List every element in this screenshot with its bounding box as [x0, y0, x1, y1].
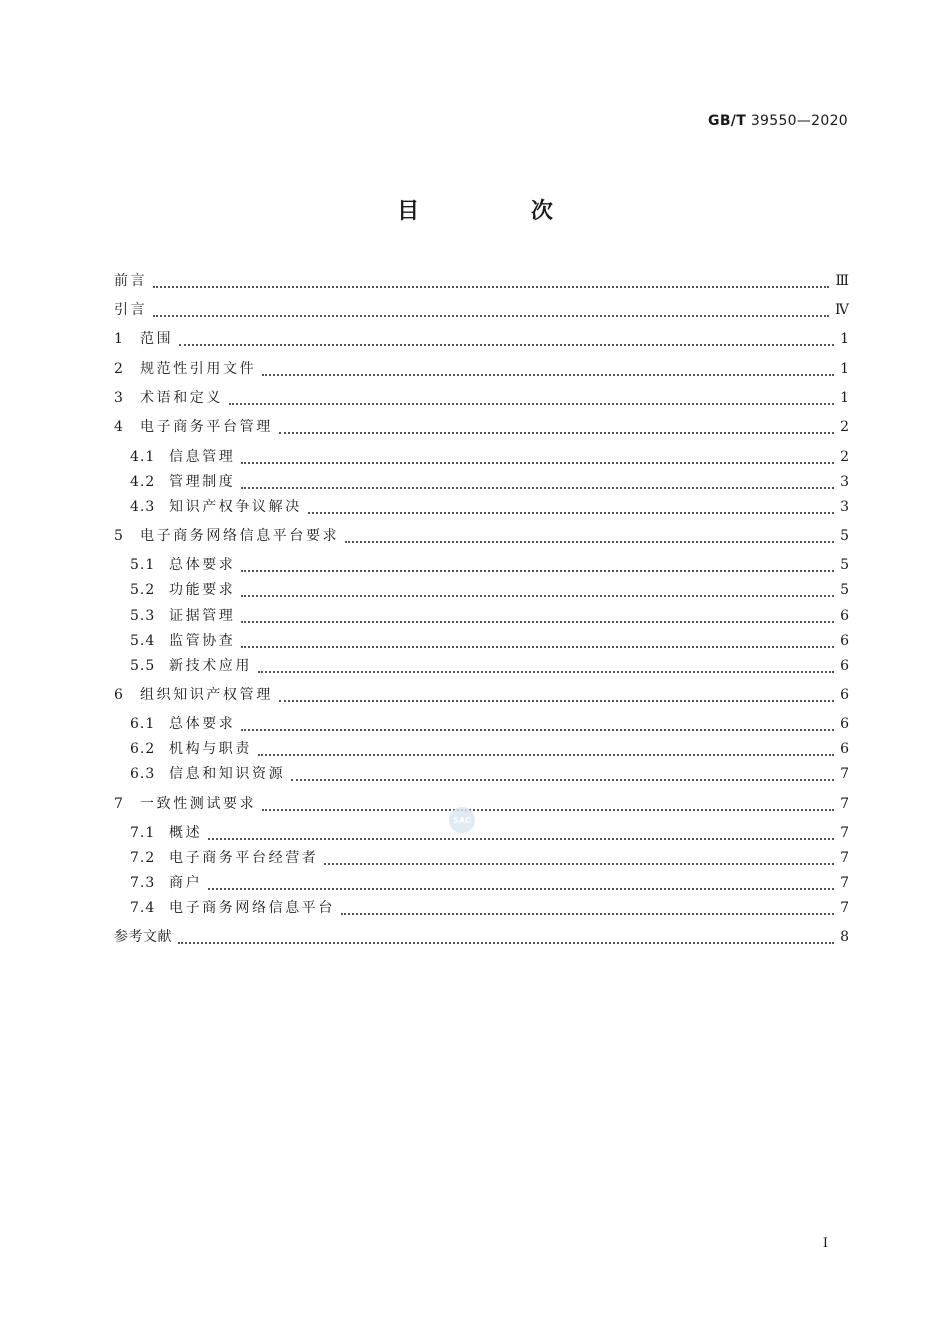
- toc-entry[interactable]: [114, 328, 849, 350]
- toc-entry-number: 7.1: [130, 825, 156, 841]
- toc-entry-page: 2: [840, 419, 849, 435]
- toc-entry[interactable]: [130, 605, 849, 627]
- toc-entry-page: 7: [840, 875, 849, 891]
- toc-entry-label: 证据管理: [169, 608, 236, 624]
- toc-entry-number: 1: [114, 331, 124, 347]
- toc-entry-number: 3: [114, 390, 124, 406]
- toc-entry-page: 5: [840, 557, 849, 573]
- footer-page-number: I: [822, 1236, 828, 1251]
- toc-entry-label: 电子商务平台管理: [140, 419, 273, 435]
- toc-entry-page: 3: [840, 499, 849, 515]
- standard-prefix: GB/T: [708, 113, 747, 129]
- toc-leader-dots: [241, 559, 834, 572]
- toc-entry-number: 7: [114, 796, 124, 812]
- toc-entry[interactable]: [130, 630, 849, 652]
- toc-leader-dots: [262, 363, 834, 376]
- toc-entry-label: 信息和知识资源: [169, 766, 286, 782]
- toc-leader-dots: [345, 530, 834, 543]
- toc-entry-number: 6.2: [130, 741, 156, 757]
- toc-entry-page: 1: [840, 331, 849, 347]
- toc-entry[interactable]: [130, 554, 849, 576]
- standard-code: [708, 113, 848, 129]
- toc-entry-label: 概述: [169, 825, 203, 841]
- toc-entry-page: 6: [840, 741, 849, 757]
- toc-entry-label: 知识产权争议解决: [169, 499, 302, 515]
- toc-entry-page: 5: [840, 528, 849, 544]
- toc-entry-label: 术语和定义: [140, 390, 223, 406]
- toc-entry[interactable]: [130, 738, 849, 760]
- toc-entry-label: 范围: [140, 331, 174, 347]
- toc-entry-label: 管理制度: [169, 474, 236, 490]
- toc-entry-page: 5: [840, 582, 849, 598]
- toc-entry[interactable]: [130, 496, 849, 518]
- toc-leader-dots: [291, 768, 834, 781]
- toc-entry[interactable]: [114, 270, 849, 292]
- toc-entry-number: 5.1: [130, 557, 156, 573]
- toc-entry-number: 5: [114, 528, 124, 544]
- toc-entry[interactable]: [130, 446, 849, 468]
- toc-entry[interactable]: [114, 299, 849, 321]
- toc-leader-dots: [241, 476, 834, 489]
- toc-entry-page: 1: [840, 390, 849, 406]
- toc-entry[interactable]: [114, 416, 849, 438]
- toc-leader-dots: [241, 635, 834, 648]
- toc-entry[interactable]: [114, 387, 849, 409]
- toc-entry-page: 6: [840, 608, 849, 624]
- toc-leader-dots: [241, 610, 834, 623]
- toc-entry-number: 5.2: [130, 582, 156, 598]
- toc-entry-label: 引言: [114, 302, 148, 318]
- toc-entry-label: 电子商务网络信息平台要求: [140, 528, 340, 544]
- toc-leader-dots: [208, 827, 834, 840]
- toc-leader-dots: [208, 877, 834, 890]
- toc-leader-dots: [324, 852, 834, 865]
- toc-entry[interactable]: [130, 471, 849, 493]
- toc-leader-dots: [153, 275, 829, 288]
- toc-entry-number: 4.3: [130, 499, 156, 515]
- toc-entry[interactable]: [130, 763, 849, 785]
- toc-entry-number: 4: [114, 419, 124, 435]
- toc-entry-page: 8: [840, 929, 849, 945]
- toc-entry[interactable]: [114, 358, 849, 380]
- toc-leader-dots: [279, 421, 834, 434]
- toc-entry[interactable]: [130, 713, 849, 735]
- toc-entry-number: 4.1: [130, 449, 156, 465]
- toc-entry[interactable]: [114, 684, 849, 706]
- standard-number: 39550—2020: [750, 113, 848, 129]
- toc-entry-number: 5.3: [130, 608, 156, 624]
- toc-entry-label: 商户: [169, 875, 203, 891]
- toc-entry[interactable]: [130, 847, 849, 869]
- toc-entry-number: 7.3: [130, 875, 156, 891]
- toc-entry[interactable]: [114, 793, 849, 815]
- toc-entry[interactable]: [130, 872, 849, 894]
- toc-leader-dots: [153, 304, 829, 317]
- toc-entry-page: 6: [840, 658, 849, 674]
- toc-entry-label: 电子商务平台经营者: [169, 850, 319, 866]
- toc-entry-page: 1: [840, 361, 849, 377]
- toc-entry[interactable]: [130, 655, 849, 677]
- toc-entry-number: 6.1: [130, 716, 156, 732]
- toc-entry-label: 信息管理: [169, 449, 236, 465]
- toc-entry-label: 功能要求: [169, 582, 236, 598]
- toc-leader-dots: [241, 451, 834, 464]
- toc-entry-label: 组织知识产权管理: [140, 687, 273, 703]
- toc-entry-number: 2: [114, 361, 124, 377]
- toc-entry-label: 电子商务网络信息平台: [169, 900, 335, 916]
- toc-leader-dots: [341, 902, 834, 915]
- toc-entry-page: 7: [840, 900, 849, 916]
- toc-entry-page: Ⅳ: [835, 302, 849, 318]
- toc-entry[interactable]: [130, 822, 849, 844]
- toc-leader-dots: [279, 689, 834, 702]
- toc-entry-label: 规范性引用文件: [140, 361, 257, 377]
- toc-entry-label: 前言: [114, 273, 148, 289]
- toc-leader-dots: [179, 333, 834, 346]
- toc-leader-dots: [258, 743, 834, 756]
- watermark-text: SAC: [453, 815, 471, 825]
- toc-entry[interactable]: [130, 897, 849, 919]
- toc-entry[interactable]: [130, 579, 849, 601]
- toc-entry-number: 5.5: [130, 658, 156, 674]
- toc-entry-number: 7.2: [130, 850, 156, 866]
- toc-entry-label: 总体要求: [169, 557, 236, 573]
- toc-entry-page: 6: [840, 633, 849, 649]
- toc-entry-number: 6.3: [130, 766, 156, 782]
- toc-entry-page: 7: [840, 825, 849, 841]
- toc-entry-label: 参考文献: [114, 929, 172, 945]
- toc-entry-page: 3: [840, 474, 849, 490]
- toc-entry-page: 6: [840, 687, 849, 703]
- toc-leader-dots: [262, 798, 834, 811]
- toc-entry[interactable]: [114, 525, 849, 547]
- toc-entry-number: 5.4: [130, 633, 156, 649]
- toc-entry-page: 7: [840, 796, 849, 812]
- sac-watermark-logo: [449, 807, 475, 833]
- toc-entry-number: 4.2: [130, 474, 156, 490]
- toc-leader-dots: [229, 392, 834, 405]
- toc-entry-label: 一致性测试要求: [140, 796, 257, 812]
- page-title: 目 次: [397, 199, 605, 224]
- toc-leader-dots: [308, 501, 834, 514]
- toc-entry-page: 2: [840, 449, 849, 465]
- toc-entry-page: 7: [840, 766, 849, 782]
- toc-leader-dots: [258, 660, 834, 673]
- toc-entry-label: 新技术应用: [169, 658, 252, 674]
- toc-entry-label: 总体要求: [169, 716, 236, 732]
- toc-leader-dots: [241, 718, 834, 731]
- toc-entry-label: 机构与职责: [169, 741, 252, 757]
- toc-entry-page: 6: [840, 716, 849, 732]
- toc-entry-page: 7: [840, 850, 849, 866]
- toc-entry-label: 监管协查: [169, 633, 236, 649]
- toc-leader-dots: [241, 584, 834, 597]
- toc-leader-dots: [178, 931, 834, 944]
- toc-entry-page: Ⅲ: [835, 273, 849, 289]
- toc-entry[interactable]: [114, 926, 849, 948]
- toc-entry-number: 6: [114, 687, 124, 703]
- toc-entry-number: 7.4: [130, 900, 156, 916]
